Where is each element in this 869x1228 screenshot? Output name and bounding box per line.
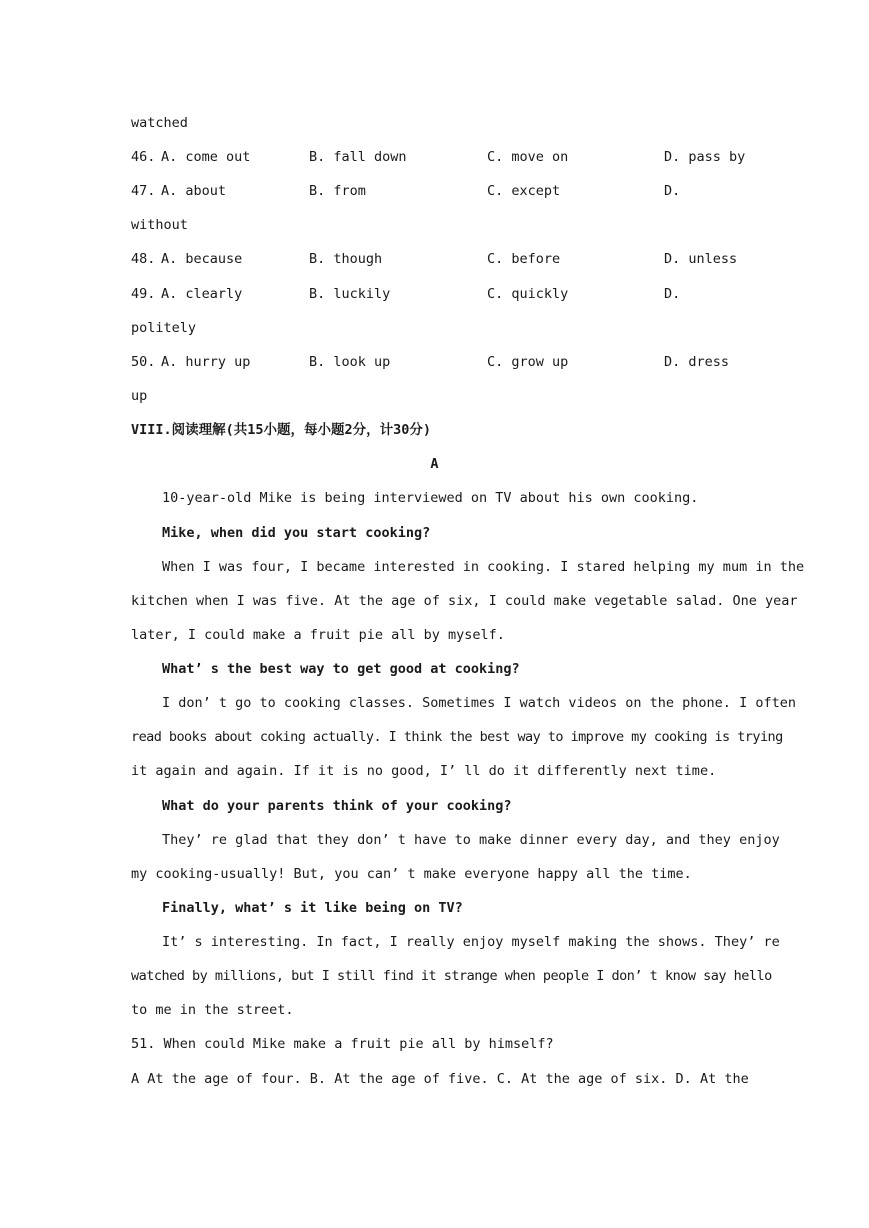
interview-question-4: Finally, what’ s it like being on TV? xyxy=(162,900,463,916)
q47-option-d: D. xyxy=(664,183,681,199)
question-51: 51. When could Mike make a fruit pie all by himself? xyxy=(131,1036,554,1052)
answer-4-line-1: It’ s interesting. In fact, I really enjoy myself making the shows. They’ re xyxy=(162,934,780,950)
passage-intro: 10-year-old Mike is being interviewed on TV about his own cooking. xyxy=(162,490,699,506)
q50-option-d-wrap: up xyxy=(131,388,148,404)
q49-option-d-wrap: politely xyxy=(131,320,197,336)
q46-option-c: C. move on xyxy=(487,149,569,165)
q46-option-a: A. come out xyxy=(161,149,251,165)
q50-option-d: D. dress xyxy=(664,354,730,370)
q47-option-b: B. from xyxy=(309,183,366,199)
interview-question-3: What do your parents think of your cooking? xyxy=(162,798,512,814)
q49-option-d: D. xyxy=(664,286,681,302)
q47-number: 47. xyxy=(131,183,156,199)
answer-4-line-3: to me in the street. xyxy=(131,1002,294,1018)
interview-question-2: What’ s the best way to get good at cooking? xyxy=(162,661,520,677)
interview-question-1: Mike, when did you start cooking? xyxy=(162,525,431,541)
q48-option-a: A. because xyxy=(161,251,243,267)
section-heading: VIII.阅读理解(共15小题，每小题2分，计30分) xyxy=(131,422,432,438)
q46-option-d: D. pass by xyxy=(664,149,746,165)
q47-option-d-wrap: without xyxy=(131,217,188,233)
q50-option-c: C. grow up xyxy=(487,354,569,370)
q49-option-c: C. quickly xyxy=(487,286,569,302)
answer-2-line-3: it again and again. If it is no good, I’ ll do it differently next time. xyxy=(131,763,717,779)
q48-number: 48. xyxy=(131,251,156,267)
q46-option-b: B. fall down xyxy=(309,149,407,165)
answer-2-line-1: I don’ t go to cooking classes. Sometimes I watch videos on the phone. I often xyxy=(162,695,796,711)
q49-option-b: B. luckily xyxy=(309,286,391,302)
top-fragment: watched xyxy=(131,115,188,131)
q50-option-b: B. look up xyxy=(309,354,391,370)
question-51-options: A At the age of four. B. At the age of five. C. At the age of six. D. At the xyxy=(131,1071,749,1087)
answer-2-line-2: read books about coking actually. I think the best way to improve my cooking is trying xyxy=(131,729,783,745)
q50-option-a: A. hurry up xyxy=(161,354,251,370)
answer-1-line-2: kitchen when I was five. At the age of six, I could make vegetable salad. One year xyxy=(131,593,798,609)
q48-option-d: D. unless xyxy=(664,251,738,267)
answer-4-line-2: watched by millions, but I still find it strange when people I don’ t know say hello xyxy=(131,968,772,984)
q49-number: 49. xyxy=(131,286,156,302)
answer-3-line-2: my cooking-usually! But, you can’ t make everyone happy all the time. xyxy=(131,866,692,882)
q50-number: 50. xyxy=(131,354,156,370)
q47-option-a: A. about xyxy=(161,183,227,199)
answer-1-line-1: When I was four, I became interested in cooking. I stared helping my mum in the xyxy=(162,559,805,575)
q48-option-b: B. though xyxy=(309,251,383,267)
q49-option-a: A. clearly xyxy=(161,286,243,302)
passage-label: A xyxy=(430,456,439,472)
q46-number: 46. xyxy=(131,149,156,165)
q47-option-c: C. except xyxy=(487,183,561,199)
answer-1-line-3: later, I could make a fruit pie all by myself. xyxy=(131,627,505,643)
q48-option-c: C. before xyxy=(487,251,561,267)
answer-3-line-1: They’ re glad that they don’ t have to make dinner every day, and they enjoy xyxy=(162,832,780,848)
